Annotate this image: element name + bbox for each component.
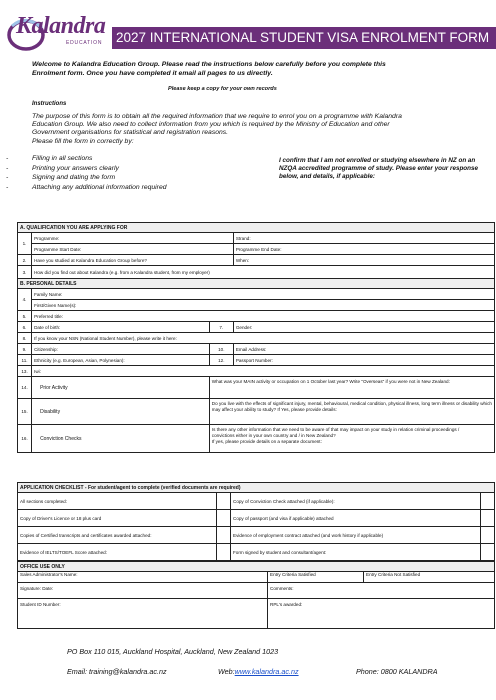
checklist-checkbox[interactable] — [481, 510, 495, 527]
purpose-line-2: Education Group. We also need to collect information from you which is required by the Ministry of Education and other — [32, 121, 390, 128]
citizenship-field[interactable]: Citizenship: — [32, 344, 210, 355]
comments-field[interactable]: Comments: — [268, 583, 495, 599]
checklist-label: Copy of passport (and visa if applicable) attached — [231, 510, 481, 527]
how-found-field[interactable]: How did you find out about Kalandra (e.g. from a Kalandra student, from my employer) — [32, 266, 495, 279]
row-number: 7. — [209, 322, 233, 333]
checklist-label: Evidence of IELTS/TOEFL Score attached: — [18, 544, 217, 561]
welcome-line-1: Welcome to Kalandra Education Group. Please read the instructions below carefully before you complete this — [32, 61, 386, 68]
checklist-label: Form signed by student and consultant/agent: — [231, 544, 481, 561]
footer-phone: Phone: 0800 KALANDRA — [356, 667, 438, 676]
conviction-field[interactable]: Is there any other information that we need to be aware of that may impact on your study in relation criminal proceedings / convictions either in your own country and / in New Zealand? If yes, please provide details on a separate document: — [209, 425, 494, 453]
row-number: 15. — [18, 399, 32, 425]
sales-admin-field[interactable]: Sales Administrator's Name: — [18, 572, 268, 583]
section-a-heading: A. QUALIFICATION YOU ARE APPLYING FOR — [18, 223, 495, 233]
row-number: 2. — [18, 255, 32, 266]
form-title: 2027 INTERNATIONAL STUDENT VISA ENROLMENT FORM — [112, 27, 496, 49]
family-name-field[interactable]: Family Name: — [32, 289, 495, 300]
row-number: 8. — [18, 333, 32, 344]
checklist-label: Copy of Driver's Licence or 18 plus card — [18, 510, 217, 527]
checklist-checkbox[interactable] — [217, 527, 231, 544]
email-field[interactable]: Email Address: — [233, 344, 494, 355]
checklist-checkbox[interactable] — [481, 544, 495, 561]
list-item: - Filling in all sections — [32, 154, 167, 164]
checklist-label: All sections completed: — [18, 493, 217, 510]
footer-email[interactable]: Email: training@kalandra.ac.nz — [67, 667, 167, 676]
list-item: - Signing and dating the form — [32, 173, 167, 183]
row-number: 9. — [18, 344, 32, 355]
row-number: 14. — [18, 377, 32, 399]
confirm-line-2: NZQA accredited programme of study. Please enter your response — [279, 165, 478, 172]
when-field[interactable]: When: — [233, 255, 494, 266]
prior-activity-label: Prior Activity — [32, 377, 210, 399]
section-b-heading: B. PERSONAL DETAILS — [18, 279, 495, 289]
checklist-checkbox[interactable] — [217, 510, 231, 527]
footer-web: Web:www.kalandra.ac.nz — [218, 667, 299, 676]
entry-satisfied-field[interactable]: Entry Criteria Satisfied — [268, 572, 364, 583]
checklist-label: Evidence of employment contract attached (and work history if applicable) — [231, 527, 481, 544]
enrolment-table — [17, 222, 495, 453]
checklist-label: Copy of Conviction Check attached (if applicable): — [231, 493, 481, 510]
programme-field[interactable]: Programme: — [32, 233, 234, 244]
row-number: 12. — [209, 355, 233, 366]
website-link[interactable]: www.kalandra.ac.nz — [234, 667, 299, 676]
studied-before-field[interactable]: Have you studied at Kalandra Education Group before? — [32, 255, 234, 266]
conviction-label: Conviction Checks — [32, 425, 210, 453]
fill-instruction: Please fill the form in correctly by: — [32, 138, 134, 145]
passport-field[interactable]: Passport Number: — [233, 355, 494, 366]
checklist-heading: APPLICATION CHECKLIST - For student/agent to complete (verified documents are required) — [18, 483, 495, 493]
student-id-field[interactable]: Student ID Number: — [18, 599, 268, 629]
checklist-label: Copies of Certified transcripts and certificates awarded attached: — [18, 527, 217, 544]
gender-field[interactable]: Gender: — [233, 322, 494, 333]
entry-not-satisfied-field[interactable]: Entry Criteria Not Satisfied — [364, 572, 495, 583]
row-number: 13. — [18, 366, 32, 377]
row-number: 16. — [18, 425, 32, 453]
purpose-line-3: Government organisations for statistical and registration reasons. — [32, 129, 229, 136]
office-use-heading: OFFICE USE ONLY — [18, 562, 495, 572]
office-use-table — [17, 561, 495, 629]
row-number: 6. — [18, 322, 32, 333]
welcome-line-2: Enrolment form. Once you have completed it email all pages to us directly. — [32, 70, 273, 77]
ethnicity-field[interactable]: Ethnicity (e.g. European, Asian, Polynesian): — [32, 355, 210, 366]
rules-list — [32, 154, 167, 192]
first-names-field[interactable]: First/Given Name(s): — [32, 300, 495, 311]
footer-address: PO Box 110 015, Auckland Hospital, Auckland, New Zealand 1023 — [67, 647, 279, 656]
dob-field[interactable]: Date of birth: — [32, 322, 210, 333]
row-number: 4. — [18, 289, 32, 311]
instructions-heading: Instructions — [32, 101, 67, 107]
list-item: - Printing your answers clearly — [32, 164, 167, 174]
checklist-table — [17, 482, 495, 561]
logo-wordmark: Kalandra — [16, 13, 106, 39]
row-number: 10. — [209, 344, 233, 355]
row-number: 5. — [18, 311, 32, 322]
keep-copy-note: Please keep a copy for your own records — [168, 86, 277, 92]
checklist-checkbox[interactable] — [217, 544, 231, 561]
checklist-checkbox[interactable] — [481, 527, 495, 544]
confirm-line-1: I confirm that I am not enrolled or studying elsewhere in NZ on an — [279, 157, 476, 164]
kalandra-logo — [4, 6, 116, 50]
confirm-line-3: below, and details, if applicable: — [279, 173, 375, 180]
disability-label: Disability — [32, 399, 210, 425]
row-number: 3. — [18, 266, 32, 279]
strand-field[interactable]: Strand: — [233, 233, 494, 244]
disability-field[interactable]: Do you live with the effects of significant injury, mental, behavioural, medical condition, physical illness, long term illness or disability which may affect your ability to study? If Yes, please provide details: — [209, 399, 494, 425]
nsn-field[interactable]: If you know your NSN (National Student Number), please write it here: — [32, 333, 495, 344]
row-number: 1. — [18, 233, 32, 255]
logo-subtitle: EDUCATION — [66, 40, 103, 46]
page-header — [0, 0, 496, 56]
checklist-checkbox[interactable] — [481, 493, 495, 510]
start-date-field[interactable]: Programme Start Date: — [32, 244, 234, 255]
purpose-line-1: The purpose of this form is to obtain all the required information that we require to enrol you on a programme with Kalandra — [32, 113, 402, 120]
rpl-field[interactable]: RPL's awarded: — [268, 599, 495, 629]
iwi-field[interactable]: Iwi: — [32, 366, 495, 377]
prior-activity-field[interactable]: What was your MAIN activity or occupation on 1 October last year? Write "Overseas" if you were not in New Zealand: — [209, 377, 494, 399]
end-date-field[interactable]: Programme End Date: — [233, 244, 494, 255]
row-number: 11. — [18, 355, 32, 366]
checklist-checkbox[interactable] — [217, 493, 231, 510]
signature-date-field[interactable]: Signature: Date: — [18, 583, 268, 599]
preferred-title-field[interactable]: Preferred title: — [32, 311, 495, 322]
list-item: - Attaching any additional information required — [32, 183, 167, 193]
